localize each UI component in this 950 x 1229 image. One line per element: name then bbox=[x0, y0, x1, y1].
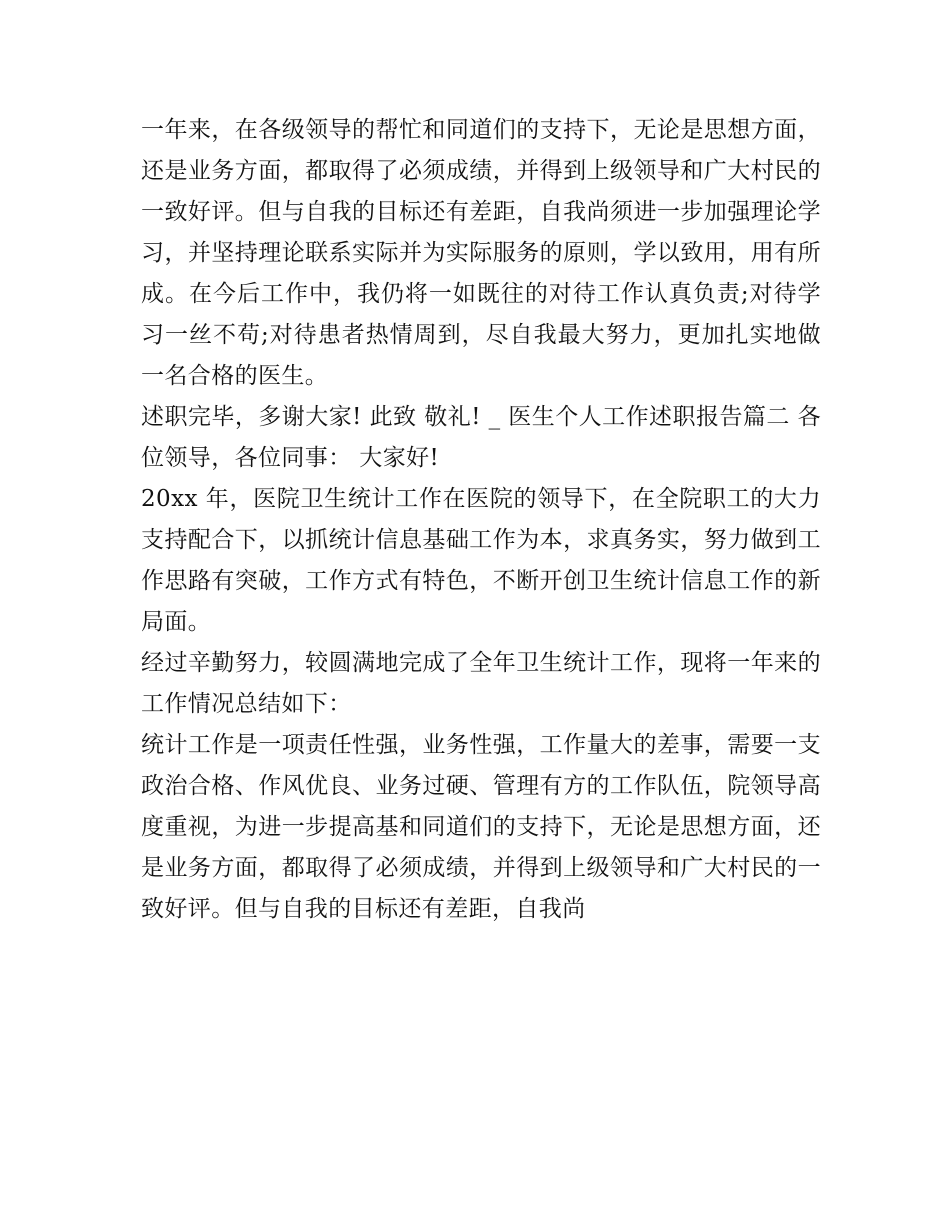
document-body bbox=[141, 110, 821, 930]
paragraph-2: 述职完毕，多谢大家! 此致 敬礼! _ 医生个人工作述职报告篇二 各位领导，各位同事： 大家好! bbox=[141, 404, 821, 471]
paragraph-5: 统计工作是一项责任性强，业务性强，工作量大的差事，需要一支政治合格、作风优良、业务过硬、管理有方的工作队伍，院领导高度重视，为进一步提高基和同道们的支持下，无论是思想方面，还是业务方面，都取得了必须成绩，并得到上级领导和广大村民的一致好评。但与自我的目标还有差距，自我尚 bbox=[141, 732, 821, 922]
paragraph-1: 一年来，在各级领导的帮忙和同道们的支持下，无论是思想方面，还是业务方面，都取得了必须成绩，并得到上级领导和广大村民的一致好评。但与自我的目标还有差距，自我尚须进一步加强理论学习，并坚持理论联系实际并为实际服务的原则，学以致用，用有所成。在今后工作中，我仍将一如既往的对待工作认真负责;对待学习一丝不苟;对待患者热情周到，尽自我最大努力，更加扎实地做一名合格的医生。 bbox=[141, 117, 821, 389]
paragraph-3: 20xx 年，医院卫生统计工作在医院的领导下，在全院职工的大力支持配合下，以抓统计信息基础工作为本，求真务实，努力做到工作思路有突破，工作方式有特色，不断开创卫生统计信息工作的新局面。 bbox=[141, 486, 821, 635]
paragraph-4: 经过辛勤努力，较圆满地完成了全年卫生统计工作，现将一年来的工作情况总结如下： bbox=[141, 650, 821, 717]
